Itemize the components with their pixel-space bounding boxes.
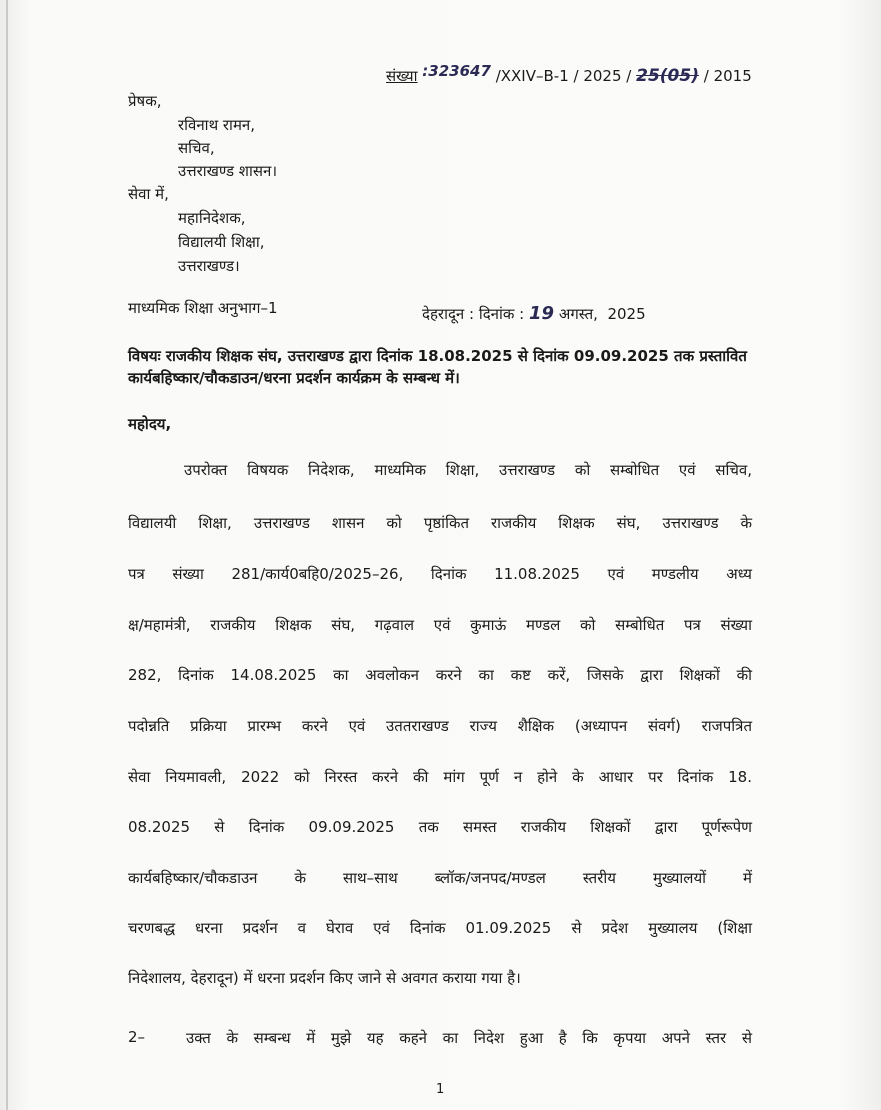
recipient-dept: विद्यालयी शिक्षा, [178, 233, 265, 251]
body-line-1: उपरोक्त विषयक निदेशक, माध्यमिक शिक्षा, उत्तराखण्ड को सम्बोधित एवं सचिव, [184, 461, 752, 479]
body-line-5: 282, दिनांक 14.08.2025 का अवलोकन करने का कष्ट करें, जिसके द्वारा शिक्षकों की [128, 666, 752, 684]
recipient-label: सेवा में, [128, 185, 169, 203]
reference-number: :323647 [422, 62, 491, 80]
body-line-3: पत्र संख्या 281/कार्य0बहि0/2025–26, दिनांक 11.08.2025 एवं मण्डलीय अध्य [128, 565, 752, 583]
body-line-4: क्ष/महामंत्री, राजकीय शिक्षक संघ, गढ़वाल एवं कुमाऊं मण्डल को सम्बोधित पत्र संख्या [128, 616, 752, 634]
section-name: माध्यमिक शिक्षा अनुभाग–1 [128, 299, 278, 317]
para2-text: उक्त के सम्बन्ध में मुझे यह कहने का निदेश हुआ है कि कृपया अपने स्तर से [186, 1029, 752, 1047]
recipient-name: महानिदेशक, [178, 209, 246, 227]
reference-label: संख्या [386, 67, 418, 85]
reference-year: / 2015 [703, 67, 752, 85]
salutation: महोदय, [128, 415, 172, 433]
body-line-6: पदोन्नति प्रक्रिया प्रारम्भ करने एवं उततराखण्ड राज्य शैक्षिक (अध्यापन संवर्ग) राजपत्रित [128, 717, 752, 735]
body-line-8: 08.2025 से दिनांक 09.09.2025 तक समस्त राजकीय शिक्षकों द्वारा पूर्णरूपेण [128, 818, 752, 836]
sender-office: उत्तराखण्ड शासन। [178, 162, 278, 180]
body-line-9: कार्यबहिष्कार/चौकडाउन के साथ–साथ ब्लॉक/जनपद/मण्डल स्तरीय मुख्यालयों में [128, 869, 752, 887]
sender-label: प्रेषक, [128, 92, 162, 110]
recipient-place: उत्तराखण्ड। [178, 257, 240, 275]
body-line-7: सेवा नियमावली, 2022 को निरस्त करने की मांग पूर्ण न होने के आधार पर दिनांक 18. [128, 768, 752, 786]
reference-line [386, 62, 752, 86]
scan-edge [6, 0, 8, 1110]
date-year: 2025 [607, 305, 646, 323]
reference-corrected: 25(05) [636, 66, 699, 86]
sender-designation: सचिव, [178, 139, 215, 157]
date-month: अगस्त, [558, 305, 598, 323]
date-day: 19 [529, 303, 555, 324]
date-line [422, 303, 646, 324]
subject: विषयः राजकीय शिक्षक संघ, उत्तराखण्ड द्वारा दिनांक 18.08.2025 से दिनांक 09.09.2025 तक प्रस्तावित कार्यबहिष्कार/चौकडाउन/धरना प्रदर्शन कार्यक्रम के सम्बन्ध में। [128, 347, 747, 387]
body-line-10: चरणबद्ध धरना प्रदर्शन व घेराव एवं दिनांक 01.09.2025 से प्रदेश मुख्यालय (शिक्षा [128, 919, 752, 937]
body-line-2: विद्यालयी शिक्षा, उत्तराखण्ड शासन को पृष्ठांकित राजकीय शिक्षक संघ, उत्तराखण्ड के [128, 514, 752, 532]
body-line-11: निदेशालय, देहरादून) में धरना प्रदर्शन किए जाने से अवगत कराया गया है। [128, 969, 521, 987]
para2-number: 2– [128, 1028, 146, 1046]
page-number: 1 [436, 1082, 445, 1097]
reference-file: /XXIV–B-1 / 2025 / [495, 67, 632, 85]
sender-name: रविनाथ रामन, [178, 116, 256, 134]
date-prefix: देहरादून : दिनांक : [422, 305, 525, 323]
